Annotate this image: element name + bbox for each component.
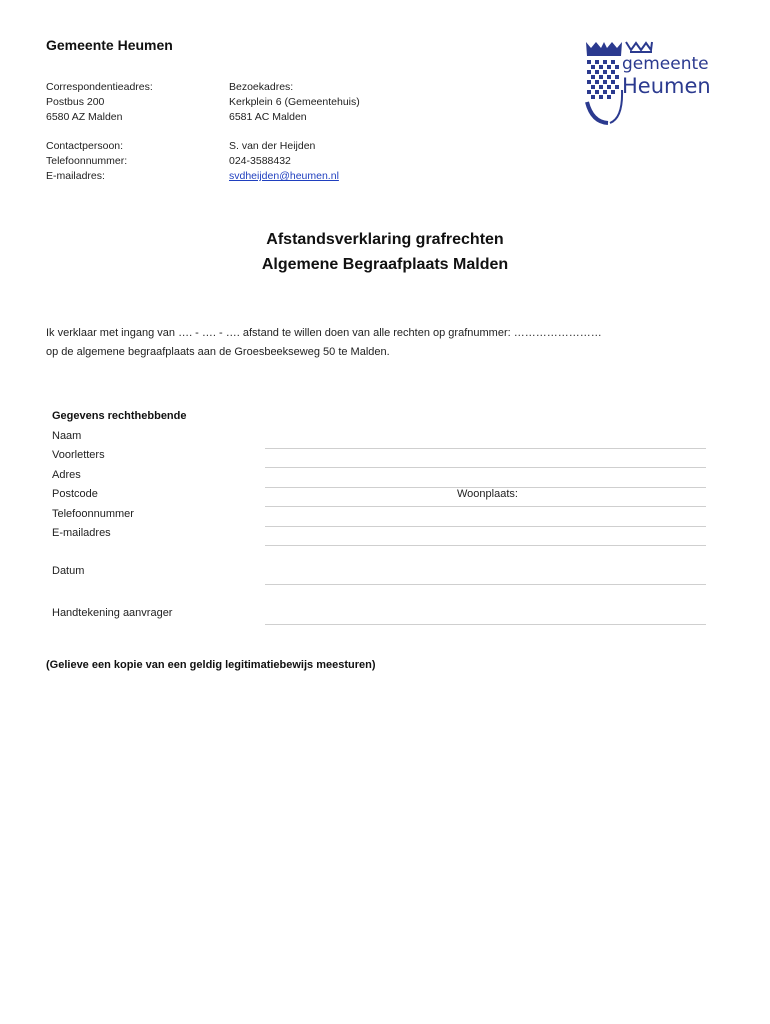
label-woonplaats: Woonplaats: [457,488,518,500]
email-link[interactable]: svdheijden@heumen.nl [229,170,339,182]
field-emailadres[interactable] [265,545,706,546]
field-telefoonnummer[interactable] [265,526,706,527]
declaration-text [46,324,736,362]
visit-label: Bezoekadres: [229,81,294,93]
declaration-line1: Ik verklaar met ingang van …. - …. - …. afstand te willen doen van alle rechten op grafnummer: …………………… [46,327,602,339]
contact-name: S. van der Heijden [229,140,316,152]
field-handtekening[interactable] [265,624,706,625]
field-voorletters[interactable] [265,467,706,468]
gemeente-heumen-logo [584,40,744,126]
field-postcode-woonplaats[interactable] [265,506,706,507]
correspondence-line2: 6580 AZ Malden [46,111,123,123]
label-adres: Adres [52,469,81,481]
field-datum[interactable] [265,584,706,585]
label-naam: Naam [52,430,82,442]
visit-line2: 6581 AC Malden [229,111,307,123]
form-heading: Gegevens rechthebbende [52,410,187,422]
email-label: E-mailadres: [46,170,105,182]
document-title: Afstandsverklaring grafrechten [266,231,504,248]
crest-icon [584,40,624,126]
document-subtitle: Algemene Begraafplaats Malden [261,256,509,273]
correspondence-line1: Postbus 200 [46,96,105,108]
label-telefoonnummer: Telefoonnummer [52,508,134,520]
correspondence-address [46,80,153,125]
visit-line1: Kerkplein 6 (Gemeentehuis) [229,96,360,108]
label-emailadres: E-mailadres [52,527,111,539]
visit-address [229,80,360,125]
id-copy-note: (Gelieve een kopie van een geldig legitimatiebewijs meesturen) [46,659,376,671]
field-naam[interactable] [265,448,706,449]
contact-values [229,139,339,184]
contact-label: Contactpersoon: [46,140,124,152]
phone-number: 024-3588432 [229,155,291,167]
label-voorletters: Voorletters [52,449,105,461]
label-postcode: Postcode [52,488,98,500]
label-handtekening: Handtekening aanvrager [52,607,173,619]
small-crown-icon [624,40,654,54]
declaration-line2: op de algemene begraafplaats aan de Groesbeekseweg 50 te Malden. [46,346,390,358]
correspondence-label: Correspondentieadres: [46,81,153,93]
label-datum: Datum [52,565,85,577]
contact-labels [46,139,127,184]
logo-text-heumen: Heumen [622,74,711,98]
organization-name: Gemeente Heumen [46,37,173,53]
phone-label: Telefoonnummer: [46,155,128,167]
logo-text-gemeente: gemeente [622,54,709,74]
